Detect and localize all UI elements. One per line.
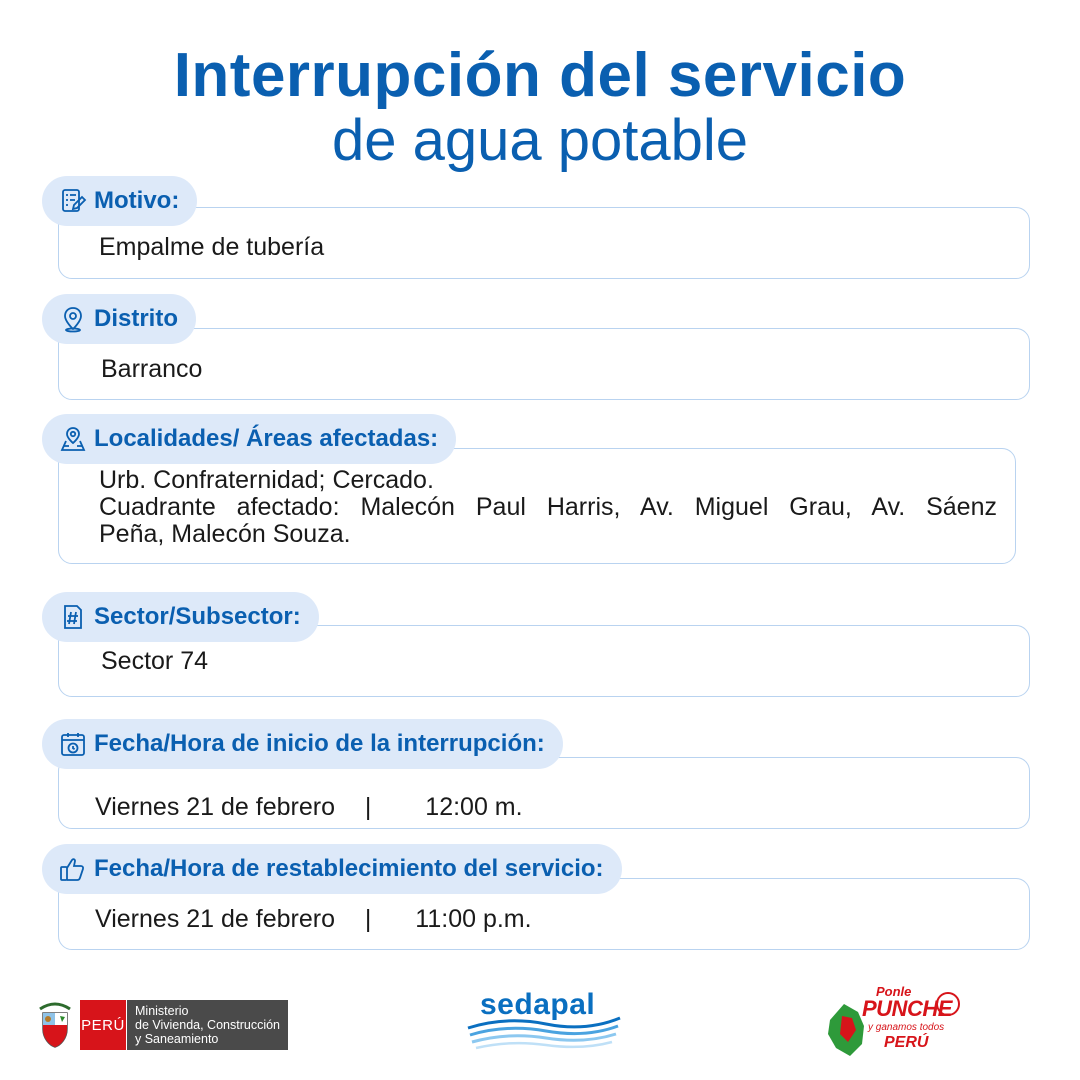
- localidades-line-2: Cuadrante afectado: Malecón Paul Harris, Av. Miguel Grau, Av. Sáenz: [99, 493, 997, 521]
- gov-ministry: [126, 1000, 288, 1050]
- restablecimiento-time: 11:00 p.m.: [415, 905, 532, 933]
- campaign-line-2: PUNCHE: [862, 996, 952, 1021]
- localidades-line-1: Urb. Confraternidad; Cercado.: [99, 466, 434, 494]
- sedapal-logo: [466, 988, 622, 1052]
- distrito-label: Distrito: [94, 305, 178, 332]
- map-pin-icon: [58, 424, 88, 454]
- hashtag-icon: [58, 602, 88, 632]
- sector-tag: [42, 592, 319, 642]
- page-title: Interrupción del servicio: [173, 41, 907, 110]
- localidades-tag: [42, 414, 456, 464]
- inicio-value: [95, 792, 523, 822]
- restablecimiento-label: Fecha/Hora de restablecimiento del servicio:: [94, 855, 604, 882]
- restablecimiento-value: [95, 904, 532, 934]
- sector-label: Sector/Subsector:: [94, 603, 301, 630]
- inicio-date: Viernes 21 de febrero: [95, 793, 335, 821]
- gov-country: PERÚ: [80, 1000, 126, 1050]
- calendar-clock-icon: [58, 729, 88, 759]
- thumbs-up-icon: [58, 854, 88, 884]
- localidades-box: [58, 448, 1016, 564]
- localidades-label: Localidades/ Áreas afectadas:: [94, 425, 439, 452]
- restablecimiento-separator: |: [364, 905, 372, 933]
- coat-of-arms-icon: [36, 999, 74, 1051]
- localidades-line-3: Peña, Malecón Souza.: [99, 520, 351, 548]
- inicio-separator: |: [364, 793, 372, 821]
- motivo-tag: [42, 176, 197, 226]
- sedapal-wordmark: sedapal: [480, 988, 596, 1021]
- campaign-line-3: y ganamos todos: [868, 1022, 945, 1033]
- page-subtitle: de agua potable: [331, 108, 749, 173]
- restablecimiento-date: Viernes 21 de febrero: [95, 905, 335, 933]
- motivo-box: [58, 207, 1030, 279]
- distrito-box: [58, 328, 1030, 400]
- checklist-edit-icon: [58, 186, 88, 216]
- localidades-text: [99, 467, 997, 548]
- restablecimiento-tag: [42, 844, 622, 894]
- motivo-value: Empalme de tubería: [99, 233, 325, 261]
- distrito-value: Barranco: [101, 355, 203, 383]
- gov-ministry-line-1: Ministerio: [135, 1004, 189, 1018]
- gov-ministry-line-3: y Saneamiento: [135, 1032, 219, 1046]
- location-pin-icon: [58, 304, 88, 334]
- inicio-tag: [42, 719, 563, 769]
- campaign-line-4: PERÚ: [884, 1034, 929, 1051]
- motivo-label: Motivo:: [94, 187, 180, 214]
- inicio-time: 12:00 m.: [425, 793, 523, 821]
- sedapal-waves-icon: [466, 988, 622, 1052]
- inicio-label: Fecha/Hora de inicio de la interrupción:: [94, 730, 545, 757]
- distrito-tag: [42, 294, 196, 344]
- gov-logo: [36, 998, 288, 1052]
- campaign-line-1: Ponle: [876, 984, 912, 999]
- gov-ministry-line-2: de Vivienda, Construcción: [135, 1018, 280, 1032]
- campaign-logo: [822, 982, 962, 1062]
- sector-value: Sector 74: [101, 647, 209, 675]
